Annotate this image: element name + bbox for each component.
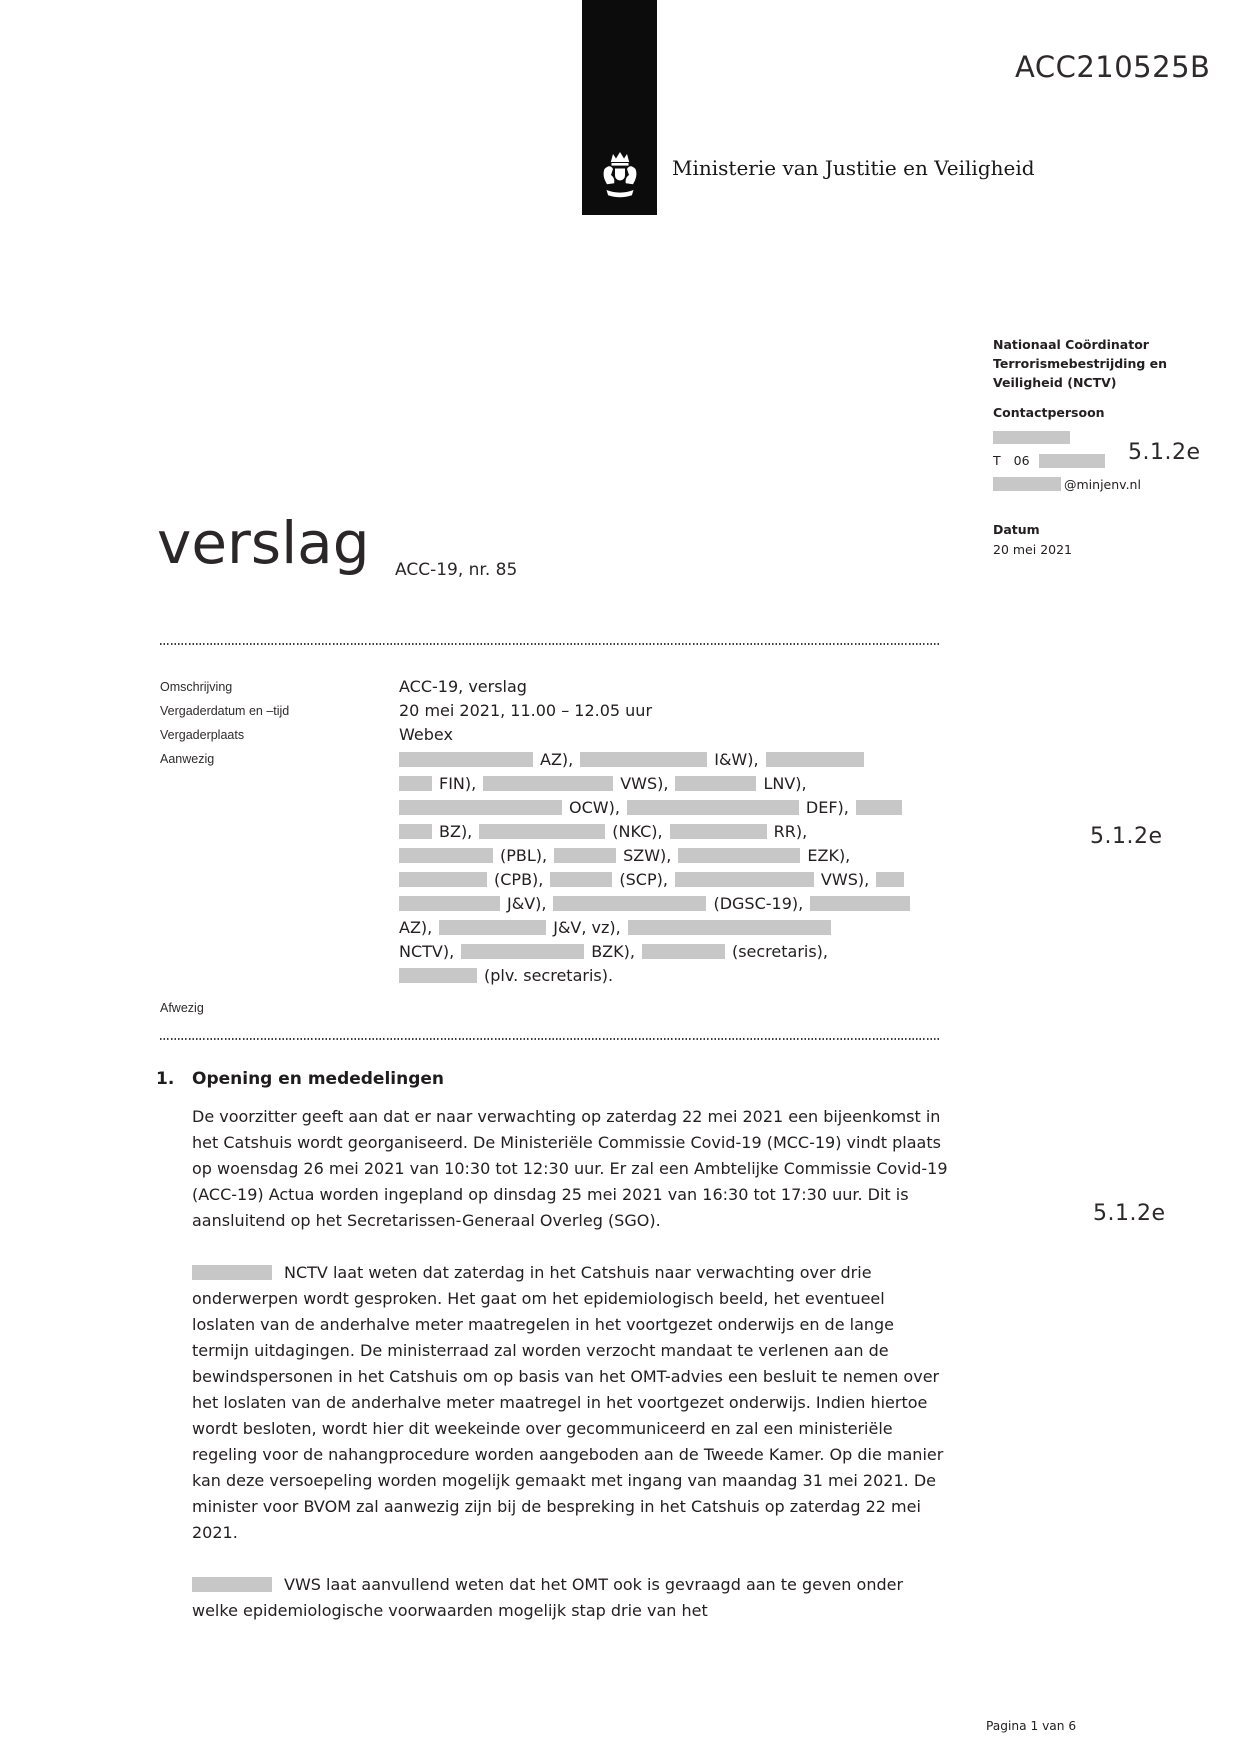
meta-value: 20 mei 2021, 11.00 – 12.05 uur bbox=[399, 701, 653, 720]
organisation-name: Nationaal Coördinator Terrorismebestrijding en Veiligheid (NCTV) bbox=[993, 337, 1168, 390]
attendee-org-label: OCW), bbox=[569, 797, 620, 817]
attendee-org-label: BZ), bbox=[439, 821, 473, 841]
redaction-bar bbox=[766, 752, 864, 767]
redaction-bar bbox=[399, 800, 562, 815]
attendee-org-label: (DGSC-19), bbox=[713, 893, 804, 913]
paragraph-text: De voorzitter geeft aan dat er naar verwachting op zaterdag 22 mei 2021 een bijeenkomst in het Catshuis wordt georganiseerd. De Ministeriële Commissie Covid-19 (MCC-19) vindt plaats op woensdag 26 mei 2021 van 10:30 tot 12:30 uur. Er zal een Ambtelijke Commissie Covid-19 (ACC-19) Actua worden ingepland op dinsdag 25 mei 2021 van 16:30 tot 17:30 uur. Dit is aansluitend op het Secretarissen-Generaal Overleg (SGO). bbox=[192, 1107, 948, 1230]
attendee-line bbox=[399, 843, 940, 867]
redaction-bar bbox=[810, 896, 910, 911]
redaction-code: 5.1.2e bbox=[1128, 440, 1201, 465]
attendee-line bbox=[399, 915, 940, 939]
coat-of-arms-icon bbox=[597, 149, 643, 207]
attendee-org-label: VWS), bbox=[820, 869, 870, 889]
redaction-bar bbox=[399, 872, 487, 887]
attendee-line bbox=[399, 771, 940, 795]
meta-row bbox=[160, 699, 940, 723]
section-number: 1. bbox=[156, 1069, 175, 1089]
attendee-org-label: AZ), bbox=[540, 749, 574, 769]
attendee-org-label: EZK), bbox=[807, 845, 851, 865]
paragraph bbox=[192, 1104, 950, 1234]
redaction-bar bbox=[580, 752, 707, 767]
meta-row bbox=[160, 675, 940, 699]
date-value: 20 mei 2021 bbox=[993, 541, 1073, 557]
attendee-line bbox=[399, 747, 940, 771]
aanwezig-label: Aanwezig bbox=[160, 752, 215, 766]
attendee-org-label: (PBL), bbox=[500, 845, 548, 865]
paragraph-text: NCTV laat weten dat zaterdag in het Catshuis naar verwachting over drie onderwerpen wordt gesproken. Het gaat om het epidemiologisch beeld, het eventueel loslaten van de anderhalve meter maatregelen in het voortgezet onderwijs en de lange termijn uitdagingen. De ministerraad zal worden verzocht mandaat te verlenen aan de bewindspersonen in het Catshuis om op basis van het OMT-advies een besluit te nemen over het loslaten van de anderhalve meter maatregel in het voortgezet onderwijs. Indien hiertoe wordt besloten, wordt hier dit weekeinde over gecommuniceerd en zal een ministeriële regeling voor de nahangprocedure worden aangeboden aan de Tweede Kamer. Op die manier kan deze versoepeling worden mogelijk gemaakt met ingang van maandag 31 mei 2021. De minister voor BVOM zal aanwezig zijn bij de bespreking in het Catshuis op zaterdag 22 mei 2021. bbox=[192, 1263, 944, 1542]
ministry-name: Ministerie van Justitie en Veiligheid bbox=[672, 156, 1035, 180]
report-number: ACC-19, nr. 85 bbox=[395, 560, 518, 580]
redaction-bar bbox=[993, 477, 1061, 491]
meta-value: ACC-19, verslag bbox=[399, 677, 527, 696]
attendee-org-label: RR), bbox=[773, 821, 808, 841]
redaction-bar bbox=[993, 431, 1070, 444]
attendee-line bbox=[399, 819, 940, 843]
redaction-bar bbox=[675, 872, 814, 887]
redaction-bar bbox=[399, 824, 432, 839]
redaction-bar bbox=[192, 1265, 272, 1280]
meta-label: Omschrijving bbox=[160, 680, 233, 694]
dotted-divider bbox=[160, 643, 940, 645]
attendee-org-label: AZ), bbox=[399, 917, 433, 937]
meta-label: Vergaderdatum en –tijd bbox=[160, 704, 290, 718]
attendee-line bbox=[399, 867, 940, 891]
page-title: verslag bbox=[157, 509, 370, 577]
attendee-org-label: J&V), bbox=[507, 893, 547, 913]
redaction-bar bbox=[192, 1577, 272, 1592]
attendee-line bbox=[399, 891, 940, 915]
section-title: Opening en mededelingen bbox=[192, 1069, 445, 1089]
phone-prefix: T bbox=[993, 452, 1001, 468]
page-number: Pagina 1 van 6 bbox=[986, 1719, 1077, 1733]
attendee-org-label: BZK), bbox=[591, 941, 635, 961]
attendee-org-label: J&V, vz), bbox=[553, 917, 621, 937]
section-heading bbox=[156, 1069, 444, 1089]
redaction-bar bbox=[876, 872, 904, 887]
meta-label: Vergaderplaats bbox=[160, 728, 245, 742]
redaction-code: 5.1.2e bbox=[1090, 824, 1163, 849]
attendee-org-label: (CPB), bbox=[494, 869, 544, 889]
redaction-bar bbox=[439, 920, 546, 935]
attendee-line bbox=[399, 963, 940, 987]
redaction-bar bbox=[399, 848, 493, 863]
meeting-meta bbox=[160, 675, 940, 987]
meta-rows bbox=[160, 675, 940, 747]
phone-number-start: 06 bbox=[1013, 452, 1030, 468]
attendee-org-label: (SCP), bbox=[619, 869, 668, 889]
attendee-org-label: NCTV), bbox=[399, 941, 455, 961]
attendee-lines bbox=[399, 747, 940, 987]
attendee-org-label: VWS), bbox=[620, 773, 669, 793]
redaction-bar bbox=[675, 776, 756, 791]
meta-value: Webex bbox=[399, 725, 453, 744]
paragraph bbox=[192, 1260, 950, 1546]
redaction-bar bbox=[678, 848, 800, 863]
attendee-org-label: SZW), bbox=[623, 845, 672, 865]
redaction-bar bbox=[553, 896, 706, 911]
attendee-org-label: FIN), bbox=[439, 773, 477, 793]
email-row bbox=[993, 477, 1211, 493]
date-label: Datum bbox=[993, 522, 1040, 538]
redaction-bar bbox=[627, 800, 799, 815]
redaction-bar bbox=[1039, 454, 1105, 468]
attendee-org-label: (secretaris), bbox=[731, 941, 829, 961]
redaction-bar bbox=[550, 872, 612, 887]
attendee-org-label: LNV), bbox=[763, 773, 807, 793]
attendee-org-label: DEF), bbox=[805, 797, 849, 817]
dotted-divider bbox=[160, 1038, 940, 1040]
meta-row bbox=[160, 723, 940, 747]
attendee-org-label: (NKC), bbox=[612, 821, 663, 841]
redaction-bar bbox=[670, 824, 767, 839]
afwezig-label: Afwezig bbox=[160, 1001, 204, 1015]
redaction-code: 5.1.2e bbox=[1093, 1201, 1166, 1226]
attendees-row bbox=[160, 747, 940, 987]
paragraph bbox=[192, 1572, 950, 1624]
attendee-line bbox=[399, 939, 940, 963]
redaction-bar bbox=[479, 824, 605, 839]
redaction-bar bbox=[483, 776, 613, 791]
redaction-bar bbox=[399, 752, 533, 767]
email-suffix: @minjenv.nl bbox=[1064, 476, 1141, 492]
redaction-bar bbox=[642, 944, 725, 959]
attendee-org-label: (plv. secretaris). bbox=[484, 965, 614, 985]
redaction-bar bbox=[628, 920, 831, 935]
attendee-org-label: I&W), bbox=[714, 749, 759, 769]
contact-person-label: Contactpersoon bbox=[993, 405, 1105, 421]
document-reference: ACC210525B bbox=[1015, 50, 1211, 84]
redaction-bar bbox=[856, 800, 902, 815]
redaction-bar bbox=[399, 968, 477, 983]
body-paragraphs bbox=[192, 1104, 950, 1650]
redaction-bar bbox=[399, 896, 500, 911]
paragraph-text: VWS laat aanvullend weten dat het OMT ook is gevraagd aan te geven onder welke epidemiologische voorwaarden mogelijk stap drie van het bbox=[192, 1575, 904, 1620]
attendee-line bbox=[399, 795, 940, 819]
redaction-bar bbox=[461, 944, 584, 959]
redaction-bar bbox=[554, 848, 616, 863]
rijksoverheid-banner bbox=[582, 0, 657, 215]
redaction-bar bbox=[399, 776, 432, 791]
